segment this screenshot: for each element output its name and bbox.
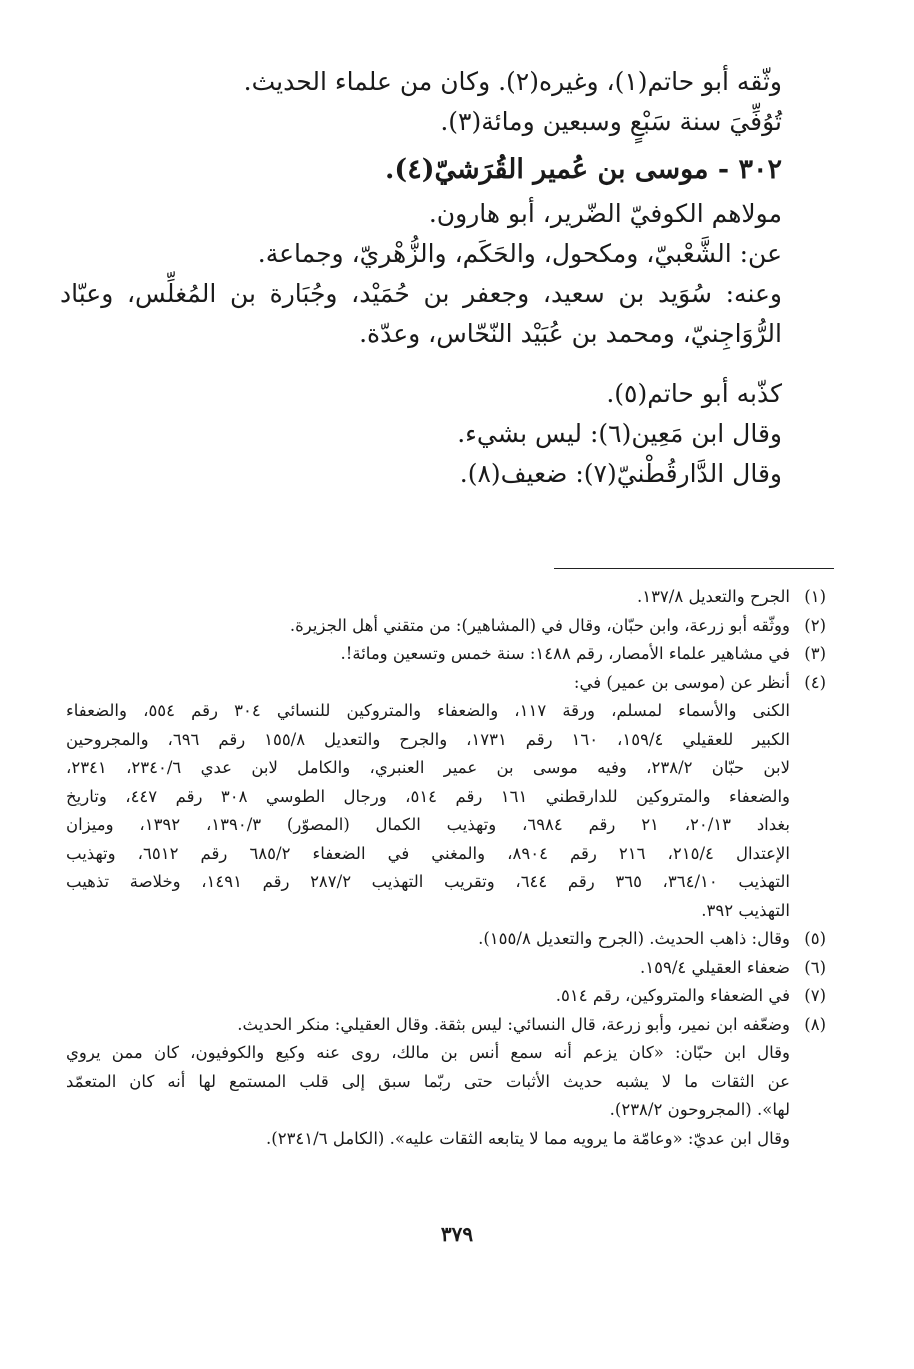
footnotes [66, 583, 826, 1153]
footnote-8-line: وقال ابن حبّان: «كان يزعم أنه سمع أنس بن مالك، روى عنه وكيع والكوفيون، كان ممن يروي [66, 1043, 790, 1062]
footnote-text: وقال: ذاهب الحديث. (الجرح والتعديل ١٥٥/٨). [478, 929, 790, 948]
footnote-2 [66, 612, 826, 641]
footnote-7 [66, 982, 826, 1011]
paragraph-gap [60, 354, 782, 374]
text-line: تُوُفِّيَ سنة سَبْعٍ وسبعين ومائة(٣). [440, 107, 782, 136]
footnote-text: ضعفاء العقيلي ١٥٩/٤. [640, 957, 790, 977]
footnote-text: في الضعفاء والمتروكين، رقم ٥١٤. [555, 986, 790, 1005]
footnote-text: في مشاهير علماء الأمصار، رقم ١٤٨٨: سنة خمس وتسعين ومائة!. [340, 644, 790, 663]
footnote-8-line: لها». (المجروحون ٢٣٨/٢). [609, 1100, 790, 1119]
entry-heading: ٣٠٢ - موسى بن عُمير القُرَشيّ(٤). [385, 154, 782, 185]
text-line: وعنه: سُوَيد بن سعيد، وجعفر بن حُمَيْد، وجُبَارة بن المُغلِّس، وعبّاد [60, 279, 782, 308]
footnote-number: (١) [804, 587, 826, 606]
text-line: كذّبه أبو حاتم(٥). [606, 379, 782, 408]
footnote-8 [66, 1011, 826, 1040]
footnote-3 [66, 640, 826, 669]
footnote-5 [66, 925, 826, 954]
footnote-6 [66, 954, 826, 983]
footnote-4 [66, 669, 826, 698]
footnote-number: (٢) [804, 615, 826, 635]
footnote-text: ووثّقه أبو زرعة، وابن حبّان، وقال في (المشاهير): من متقني أهل الجزيرة. [289, 615, 790, 635]
text-line: مولاهم الكوفيّ الضّرير، أبو هارون. [428, 199, 782, 228]
footnote-8-line: عن الثقات ما لا يشبه حديث الأثبات حتى ربّما سبق إلى قلب المستمع لها أنه كان المتعمّد [66, 1071, 790, 1091]
main-text [60, 62, 782, 494]
footnote-text: وضعّفه ابن نمير، وأبو زرعة، قال النسائي: ليس بثقة. وقال العقيلي: منكر الحديث. [237, 1014, 790, 1034]
footnote-4-line: التهذيب ٣٦٤/١٠، ٣٦٥ رقم ٦٤٤، وتقريب التهذيب ٢٨٧/٢ رقم ١٤٩١، وخلاصة تذهيب [66, 872, 791, 891]
footnote-4-line: والضعفاء والمتروكين للدارقطني ١٦١ رقم ٥١٤، ورجال الطوسي ٣٠٨ رقم ٤٤٧، وتاريخ [66, 786, 791, 806]
text-line: وقال ابن مَعِين(٦): ليس بشيء. [457, 419, 782, 448]
footnote-4-line: الكنى والأسماء لمسلم، ورقة ١١٧، والضعفاء والمتروكين للنسائي ٣٠٤ رقم ٥٥٤، والضعفاء [66, 701, 790, 720]
text-line: الرُّوَاجِنيّ، ومحمد بن عُبَيْد النّحّاس، وعدّة. [359, 319, 782, 348]
text-line: عن: الشَّعْبيّ، ومكحول، والحَكَم، والزُّهْريّ، وجماعة. [257, 239, 782, 268]
footnote-4-line: لابن حبّان ٢٣٨/٢، وفيه موسى بن عمير العنبري، والكامل لابن عدي ٢٣٤٠/٦، ٢٣٤١، [66, 758, 790, 777]
page-number: ٣٧٩ [440, 1222, 474, 1246]
footnote-number: (٥) [804, 929, 826, 948]
footnote-4-line: الكبير للعقيلي ١٥٩/٤، ١٦٠ رقم ١٧٣١، والجرح والتعديل ١٥٥/٨ رقم ٦٩٦، والمجروحين [66, 729, 791, 749]
footnote-number: (٨) [804, 1014, 826, 1034]
footnote-text: الجرح والتعديل ١٣٧/٨. [636, 587, 790, 606]
footnote-number: (٦) [804, 957, 826, 977]
footnote-separator [554, 568, 834, 569]
footnote-4-line: بغداد ٢٠/١٣، ٢١ رقم ٦٩٨٤، وتهذيب الكمال (المصوّر) ١٣٩٠/٣، ١٣٩٢، وميزان [66, 815, 790, 834]
footnote-4-line: الإعتدال ٢١٥/٤، ٢١٦ رقم ٨٩٠٤، والمغني في الضعفاء ٦٨٥/٢ رقم ٦٥١٢، وتهذيب [66, 843, 791, 863]
footnote-8-line: وقال ابن عديّ: «وعامّة ما يرويه مما لا يتابعه الثقات عليه». (الكامل ٢٣٤١/٦). [266, 1128, 790, 1148]
footnote-4-line: التهذيب ٣٩٢. [701, 900, 790, 920]
footnote-number: (٣) [804, 644, 826, 663]
text-line: وقال الدَّارقُطْنيّ(٧): ضعيف(٨). [459, 459, 782, 488]
text-line: وثّقه أبو حاتم(١)، وغيره(٢). وكان من علماء الحديث. [243, 67, 782, 96]
footnote-number: (٧) [804, 986, 826, 1005]
footnote-1 [66, 583, 826, 612]
footnote-number: (٤) [804, 672, 826, 692]
footnote-text: أنظر عن (موسى بن عمير) في: [573, 672, 790, 692]
